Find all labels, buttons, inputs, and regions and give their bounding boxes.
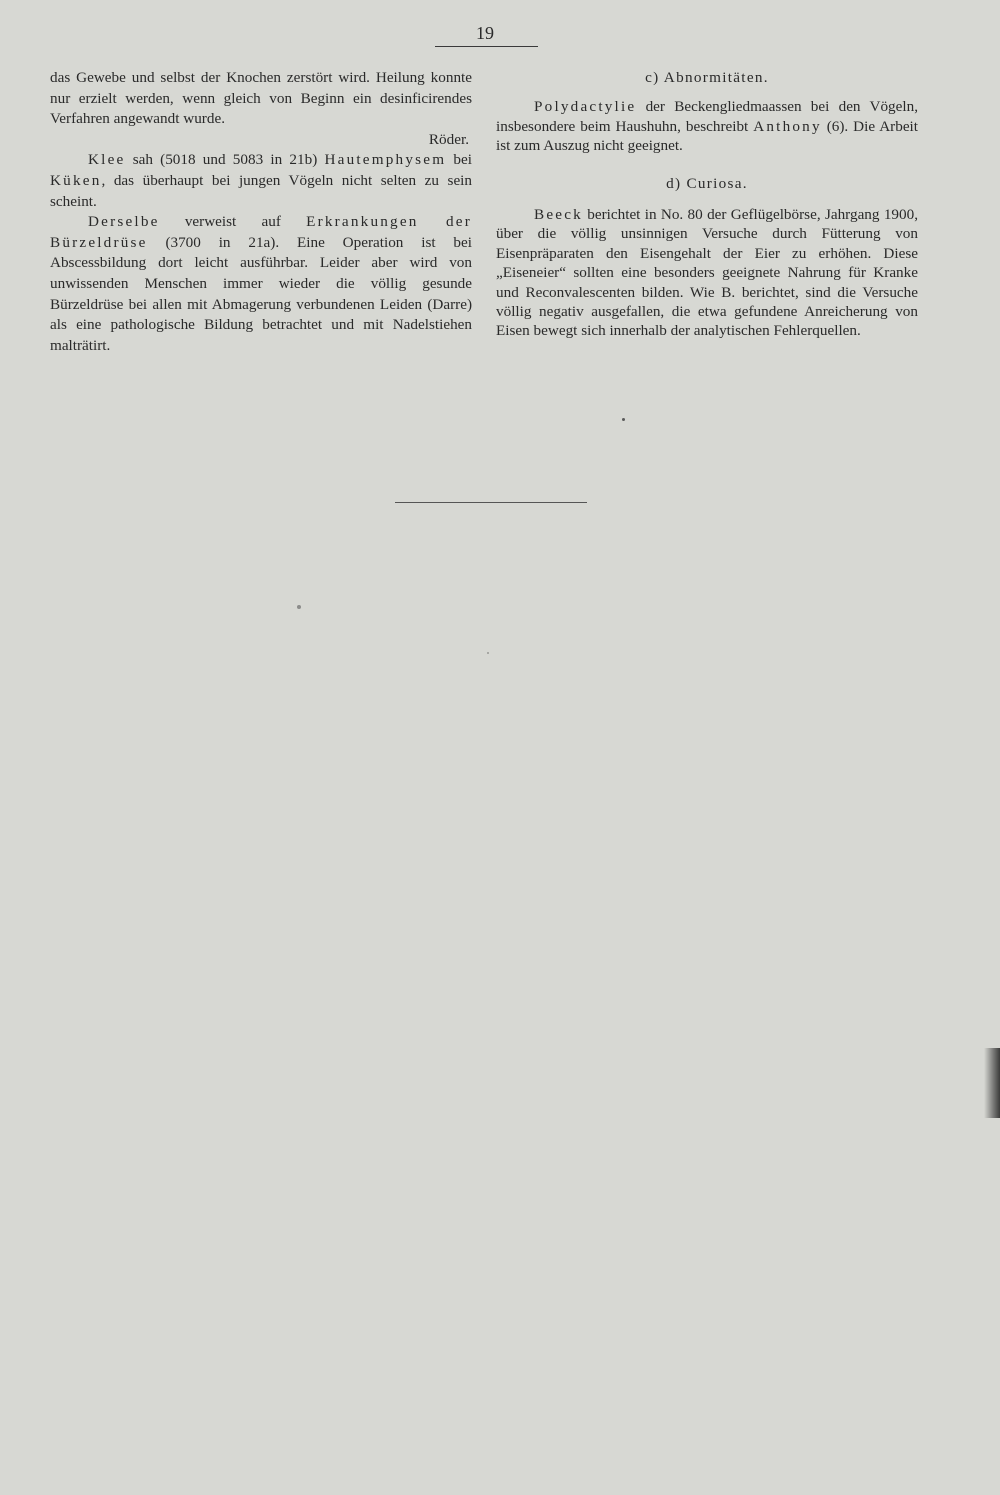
paper-speck — [622, 418, 625, 421]
paragraph-klee — [50, 150, 472, 212]
paper-edge-mark — [984, 1048, 1000, 1118]
paragraph-polydactylie — [496, 97, 918, 155]
section-heading-abnormitaeten: c) Abnormitäten. — [645, 69, 769, 86]
term-polydactylie: Polydactylie — [534, 98, 637, 116]
term-buerzeldruese: Erkrankungen der Bürzeldrüse — [50, 213, 473, 251]
paragraph-text: bei — [446, 151, 472, 169]
paper-speck — [297, 605, 301, 609]
header-rule — [435, 46, 538, 47]
paragraph-text: verweist auf — [159, 213, 307, 231]
paragraph-text: (3700 in 21a). Eine Operation ist bei Abscessbildung dort leicht ausführbar. Leider aber wird von unwissenden Menschen immer wieder die völlig gesunde Bürzeldrüse bei allen mit Abmagerung verbundenen Leiden (Darre) als eine pathologische Bildung betrachtet und mit Nadelstiehen malträtirt. — [50, 233, 472, 354]
term-kueken: Küken — [50, 171, 102, 189]
paragraph-beeck — [496, 205, 918, 341]
author-signature: Röder. — [428, 130, 469, 148]
paper-speck — [487, 652, 489, 654]
author-name-beeck: Beeck — [534, 206, 583, 224]
author-name-derselbe: Derselbe — [88, 213, 160, 231]
left-column — [50, 68, 472, 356]
section-heading-curiosa: d) Curiosa. — [666, 174, 748, 192]
paragraph-text: sah (5018 und 5083 in 21b) — [125, 151, 325, 169]
paragraph-derselbe — [50, 212, 472, 356]
paragraph-text: berichtet in No. 80 der Geflügelbörse, Jahrgang 1900, über die völlig unsinnigen Versuche durch Fütterung von Eisenpräparaten den Eisengehalt der Eier zu erhöhen. Diese „Eiseneier“ sollten eine besonders geeignete Nahrung für Kranke und Reconvalescenten bilden. Wie B. berichtet, sind die Versuche völlig negativ ausgefallen, die etwa gefundene Anreicherung von Eisen bewegt sich innerhalb der analytischen Fehlerquellen. — [496, 206, 918, 340]
paragraph-text: der Beckengliedmaassen bei den Vögeln, insbesondere beim Haushuhn, beschreibt — [496, 98, 918, 135]
paragraph-gewebe: das Gewebe und selbst der Knochen zerstört wird. Heilung konnte nur erzielt werden, wenn gleich von Beginn ein desinficirendes Verfahren angewandt wurde. — [50, 69, 472, 128]
author-name-klee: Klee — [88, 151, 126, 169]
author-name-anthony: Anthony — [753, 117, 822, 135]
footer-rule — [395, 502, 587, 503]
term-hautemphysem: Hautemphysem — [324, 151, 447, 169]
page-number: 19 — [476, 23, 494, 43]
paragraph-text: (6). Die Arbeit ist zum Auszug nicht geeignet. — [496, 117, 918, 155]
paragraph-text: , das überhaupt bei jungen Vögeln nicht selten zu sein scheint. — [50, 171, 472, 210]
right-column — [496, 68, 918, 341]
